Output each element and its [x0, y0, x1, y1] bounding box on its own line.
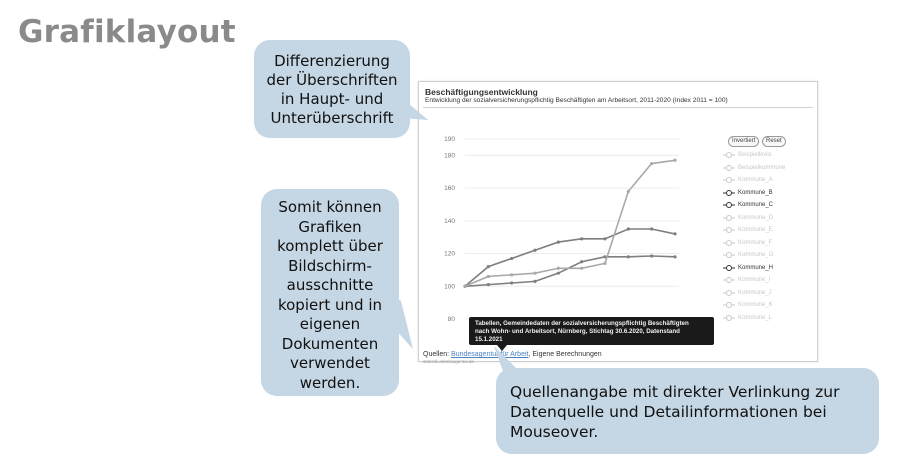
legend-item[interactable]: [723, 149, 785, 162]
series-line: [465, 229, 675, 286]
legend-swatch-icon: [723, 301, 735, 309]
callout-headings-text: [254, 40, 410, 128]
y-tick-label: 120: [444, 250, 455, 258]
data-point: [650, 162, 653, 165]
data-point: [627, 227, 630, 230]
data-point: [533, 272, 536, 275]
legend-item[interactable]: [723, 299, 785, 312]
legend-item[interactable]: [723, 262, 785, 275]
callout-line: werden.: [299, 373, 361, 392]
data-point: [557, 272, 560, 275]
legend-label: Kommune_H: [738, 264, 774, 271]
legend-swatch-icon: [723, 251, 735, 259]
callout-line: Somit können: [278, 198, 382, 216]
legend-label: Kommune_L: [738, 314, 773, 321]
callout-line: Datenquelle und Detailinformationen bei: [510, 403, 827, 421]
legend-label: Kommune_G: [738, 252, 774, 259]
legend-label: Kommune_I: [738, 277, 771, 284]
legend-label: Kommune_F: [738, 239, 773, 246]
data-point: [557, 267, 560, 270]
data-point: [580, 237, 583, 240]
invert-button[interactable]: Invertiert: [728, 136, 759, 147]
legend-swatch-icon: [723, 264, 735, 272]
data-point: [603, 262, 606, 265]
legend-item[interactable]: [723, 237, 785, 250]
y-tick-label: 140: [444, 217, 455, 225]
data-point: [580, 267, 583, 270]
legend-item[interactable]: [723, 312, 785, 325]
data-point: [650, 254, 653, 257]
legend-label: Kommune_J: [738, 289, 772, 296]
tooltip-line: 15.1.2021: [475, 336, 503, 344]
callout-line: Bildschirm-: [288, 256, 372, 275]
source-label: Quellen:: [423, 351, 450, 358]
callout-line: ausschnitte: [286, 276, 374, 294]
legend-label: Kommune_K: [738, 302, 773, 309]
legend-swatch-icon: [723, 176, 735, 184]
chart-panel: [418, 81, 818, 362]
data-point: [533, 249, 536, 252]
callout-line: verwendet: [290, 354, 370, 372]
source-rest: , Eigene Berechnungen: [528, 351, 602, 358]
data-point: [533, 280, 536, 283]
tooltip-line: Tabellen, Gemeindedaten der sozialversicherungspflichtig Beschäftigten: [475, 320, 689, 327]
legend-label: Kommune_A: [738, 177, 773, 184]
y-tick-label: 190: [444, 136, 455, 143]
legend-swatch-icon: [723, 239, 735, 247]
callout-line: eigenen: [299, 315, 361, 333]
legend-swatch-icon: [723, 189, 735, 197]
data-point: [673, 159, 676, 162]
data-point: [673, 255, 676, 258]
legend-item[interactable]: [723, 212, 785, 225]
callout-line: Mouseover.: [510, 423, 599, 441]
legend-swatch-icon: [723, 201, 735, 209]
chart-subtitle: Entwicklung der sozialversicherungspflichtig Beschäftigten am Arbeitsort, 2011-2020 (Index 2011 = 100): [425, 97, 728, 104]
callout-line: Unterüberschrift: [270, 109, 394, 127]
y-tick-label: 100: [444, 283, 455, 291]
callout-line: Grafiken: [298, 217, 362, 236]
y-tick-label: 160: [444, 185, 455, 193]
callout-line: kopiert und in: [277, 295, 383, 314]
data-point: [487, 265, 490, 268]
callout-copy: [261, 189, 399, 396]
legend-item[interactable]: [723, 162, 785, 175]
data-point: [510, 257, 513, 260]
callout-line: komplett über: [277, 237, 383, 255]
source-link[interactable]: Bundesagentur für Arbeit: [451, 351, 529, 358]
legend-item[interactable]: [723, 224, 785, 237]
callout-headings: [254, 40, 410, 138]
legend-item[interactable]: [723, 174, 785, 187]
callout-line: Quellenangabe mit direkter Verlinkung zur: [510, 383, 840, 401]
legend-item[interactable]: [723, 274, 785, 287]
source-tooltip: [469, 317, 714, 345]
data-point: [627, 255, 630, 258]
series-line: [465, 256, 675, 286]
legend-label: Kommune_E: [738, 227, 773, 234]
data-point: [627, 190, 630, 193]
chart-legend: [723, 149, 785, 324]
legend-label: Kommune_C: [738, 202, 774, 209]
legend-swatch-icon: [723, 164, 735, 172]
legend-label: Kommune_B: [738, 189, 773, 196]
data-point: [487, 275, 490, 278]
callout-source: [496, 368, 879, 454]
data-point: [510, 281, 513, 284]
chart-title: Beschäftigungsentwicklung: [425, 87, 538, 97]
data-point: [487, 283, 490, 286]
legend-swatch-icon: [723, 214, 735, 222]
callout-line: in Haupt- und: [280, 90, 384, 108]
callout-source-text: [496, 368, 879, 442]
data-point: [650, 227, 653, 230]
page-title: Grafiklayout: [18, 14, 236, 50]
legend-swatch-icon: [723, 226, 735, 234]
data-point: [603, 237, 606, 240]
legend-item[interactable]: [723, 187, 785, 200]
legend-swatch-icon: [723, 276, 735, 284]
callout-line: Differenzierung: [274, 52, 390, 70]
legend-label: Beispielkreis: [738, 152, 772, 159]
data-point: [463, 285, 466, 288]
legend-swatch-icon: [723, 289, 735, 297]
legend-item[interactable]: [723, 249, 785, 262]
legend-swatch-icon: [723, 314, 735, 322]
tooltip-line: nach Wohn- und Arbeitsort, Nürnberg, Stichtag 30.6.2020, Datenstand: [475, 328, 680, 336]
callout-line: der Überschriften: [266, 71, 398, 89]
data-point: [557, 240, 560, 243]
y-tick-label: 80: [447, 316, 455, 323]
legend-label: Kommune_D: [738, 214, 774, 221]
data-point: [510, 273, 513, 276]
data-point: [673, 232, 676, 235]
legend-swatch-icon: [723, 151, 735, 159]
data-point: [580, 260, 583, 263]
reset-button[interactable]: Reset: [762, 136, 786, 147]
y-tick-label: 180: [444, 152, 455, 160]
source-url: statistik.arbeitsagentur.de: [423, 359, 475, 364]
legend-item[interactable]: [723, 287, 785, 300]
callout-copy-text: [261, 189, 399, 393]
legend-item[interactable]: [723, 199, 785, 212]
callout-line: Dokumenten: [281, 334, 379, 353]
legend-label: Beispielkommune: [738, 164, 786, 171]
